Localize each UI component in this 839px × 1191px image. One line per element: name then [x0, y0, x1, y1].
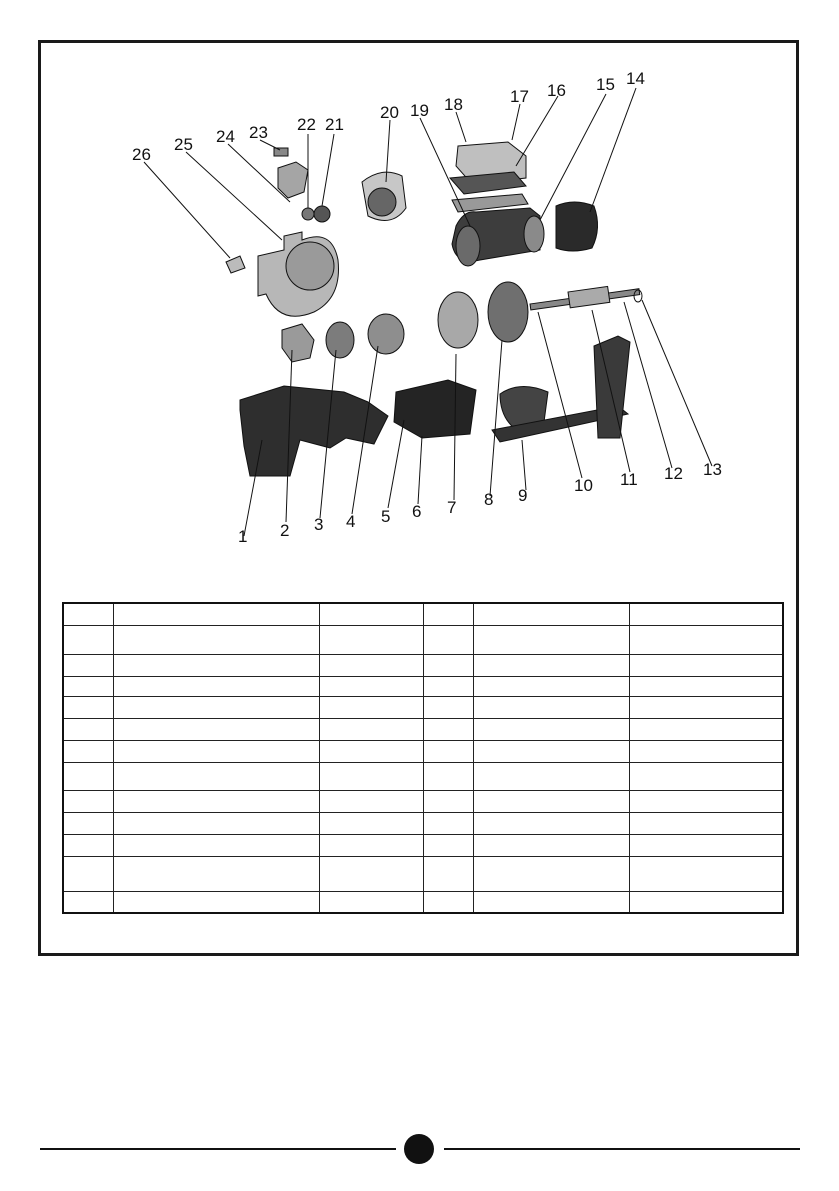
parts-table-cell [629, 676, 783, 696]
parts-table-cell [63, 740, 113, 762]
parts-table-cell [423, 718, 473, 740]
parts-table-cell [113, 834, 319, 856]
nut-part [302, 208, 314, 220]
parts-table-cell [629, 654, 783, 676]
parts-table-cell [473, 790, 629, 812]
parts-table-cell [63, 891, 113, 913]
parts-table-cell [63, 762, 113, 790]
parts-table-cell [319, 696, 423, 718]
parts-table-cell [319, 740, 423, 762]
parts-table-cell [423, 654, 473, 676]
parts-table-row [63, 762, 783, 790]
parts-table-cell [423, 696, 473, 718]
parts-table-cell [629, 718, 783, 740]
parts-table-cell [423, 625, 473, 654]
parts-table-row [63, 834, 783, 856]
parts-table-cell [423, 740, 473, 762]
bracket-part [438, 292, 478, 348]
parts-table-cell [113, 718, 319, 740]
parts-table-cell [423, 762, 473, 790]
parts-table-cell [473, 696, 629, 718]
callout-13: 13 [703, 460, 722, 479]
callout-10: 10 [574, 476, 593, 495]
diffuser-part [368, 314, 404, 354]
parts-table-cell [629, 790, 783, 812]
callout-8: 8 [484, 490, 494, 509]
parts-table-cell [473, 718, 629, 740]
parts-table-cell [63, 718, 113, 740]
callout-2: 2 [280, 521, 290, 540]
parts-table-cell [319, 856, 423, 891]
terminal-box-part [450, 172, 526, 194]
parts-table-row [63, 856, 783, 891]
parts-table-cell [473, 740, 629, 762]
callout-20: 20 [380, 103, 399, 122]
parts-table-row [63, 654, 783, 676]
parts-table-cell [113, 891, 319, 913]
drain-plug-part [226, 256, 245, 273]
parts-table-row [63, 718, 783, 740]
parts-table-cell [319, 654, 423, 676]
parts-table-cell [473, 834, 629, 856]
parts-table-cell [113, 625, 319, 654]
parts-table-cell [113, 676, 319, 696]
callout-23: 23 [249, 123, 268, 142]
parts-table-cell [423, 891, 473, 913]
callout-25: 25 [174, 135, 193, 154]
parts-table-cell [319, 790, 423, 812]
parts-table-cell [473, 676, 629, 696]
parts-table-cell [319, 625, 423, 654]
parts-table-cell [113, 812, 319, 834]
parts-table-cell [63, 654, 113, 676]
rotor-part [568, 286, 610, 307]
parts-table-cell [113, 790, 319, 812]
callout-19: 19 [410, 101, 429, 120]
parts-table-cell [319, 762, 423, 790]
parts-table-cell [319, 812, 423, 834]
parts-table-row [63, 812, 783, 834]
parts-table-cell [63, 603, 113, 625]
base-part [240, 386, 388, 476]
callout-11: 11 [620, 470, 638, 489]
parts-table-cell [423, 790, 473, 812]
parts-table-cell [63, 696, 113, 718]
parts-table-row [63, 603, 783, 625]
parts-table-cell [629, 625, 783, 654]
parts-table-cell [113, 654, 319, 676]
parts-table-cell [319, 603, 423, 625]
callout-24: 24 [216, 127, 235, 146]
parts-table-body [63, 603, 783, 913]
parts-table-cell [423, 676, 473, 696]
parts-table-cell [629, 891, 783, 913]
parts-table-cell [113, 762, 319, 790]
callout-14: 14 [626, 69, 645, 88]
impeller-part [326, 322, 354, 358]
parts-table-cell [473, 762, 629, 790]
washer-part [314, 206, 330, 222]
parts-table-row [63, 891, 783, 913]
parts-table-cell [63, 676, 113, 696]
parts-table-cell [113, 603, 319, 625]
housing-cover-part [394, 380, 476, 438]
callout-5: 5 [381, 507, 391, 526]
parts-table-cell [473, 603, 629, 625]
parts-table-cell [473, 891, 629, 913]
parts-table-cell [113, 696, 319, 718]
footer-rule-right [444, 1148, 800, 1150]
parts-table-cell [629, 696, 783, 718]
parts-table-row [63, 676, 783, 696]
parts-table-cell [63, 790, 113, 812]
page-number-badge [404, 1134, 434, 1164]
parts-table-cell [319, 834, 423, 856]
callout-9: 9 [518, 486, 528, 505]
callout-18: 18 [444, 95, 463, 114]
parts-table-row [63, 625, 783, 654]
parts-table-cell [113, 856, 319, 891]
parts-table-cell [629, 740, 783, 762]
callout-21: 21 [325, 115, 344, 134]
parts-table-cell [63, 834, 113, 856]
parts-table-cell [63, 812, 113, 834]
callout-3: 3 [314, 515, 324, 534]
parts-table-cell [319, 676, 423, 696]
parts-table-row [63, 696, 783, 718]
callout-6: 6 [412, 502, 422, 521]
callout-22: 22 [297, 115, 316, 134]
footer-rule-left [40, 1148, 396, 1150]
callout-7: 7 [447, 498, 457, 517]
valve-fitting-part [278, 162, 308, 198]
parts-table-cell [629, 603, 783, 625]
parts-table [62, 602, 784, 914]
parts-table-row [63, 740, 783, 762]
parts-table-cell [319, 718, 423, 740]
parts-table-cell [113, 740, 319, 762]
parts-table-cell [423, 834, 473, 856]
parts-table-cell [423, 856, 473, 891]
callout-17: 17 [510, 87, 529, 106]
parts-table-cell [473, 812, 629, 834]
parts-table-cell [473, 654, 629, 676]
parts-table-row [63, 790, 783, 812]
callout-26: 26 [132, 145, 151, 164]
parts-table-cell [63, 856, 113, 891]
side-panel-part [594, 336, 630, 438]
fan-part [524, 216, 544, 252]
mechanical-seal-part [282, 324, 314, 362]
callout-15: 15 [596, 75, 615, 94]
valve-cap-part [274, 148, 288, 156]
callout-16: 16 [547, 81, 566, 100]
parts-table-cell [473, 856, 629, 891]
parts-table-cell [423, 603, 473, 625]
parts-table-cell [473, 625, 629, 654]
flange-part [488, 282, 528, 342]
parts-table-cell [629, 762, 783, 790]
callout-1: 1 [238, 527, 248, 546]
callout-12: 12 [664, 464, 683, 483]
parts-table-cell [63, 625, 113, 654]
parts-table-cell [629, 834, 783, 856]
parts-table-cell [629, 812, 783, 834]
parts-table-cell [319, 891, 423, 913]
parts-table-cell [629, 856, 783, 891]
parts-table-cell [423, 812, 473, 834]
callout-4: 4 [346, 512, 356, 531]
